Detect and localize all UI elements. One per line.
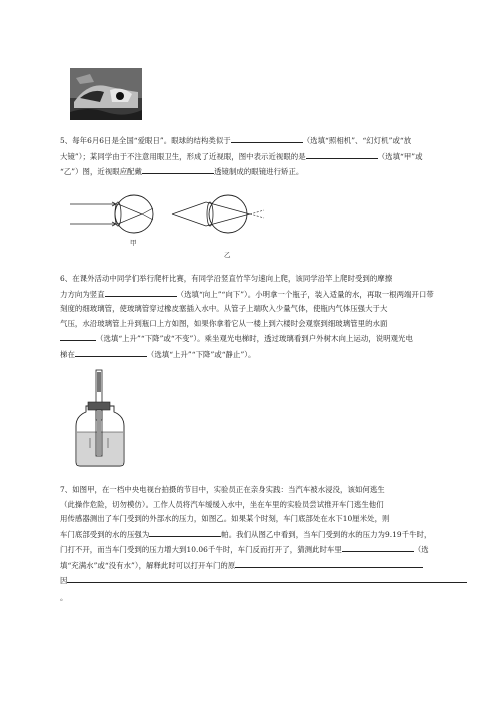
q6-blank-3[interactable]	[75, 347, 147, 357]
q5-text: “乙”）图，近视眼应配戴	[60, 167, 143, 176]
bottle-diagram	[70, 368, 130, 468]
caption-jia: 甲	[130, 239, 137, 247]
q7-text: 7、如图甲，在一档中央电视台拍摄的节目中，实验员正在亲身实践：当汽车被水浸没，该如何逃生	[60, 485, 385, 494]
q5-text: 5、每年6月6日是全国“爱眼日”。眼球的结构类似于	[60, 136, 231, 145]
eye-diagram-yi	[168, 190, 268, 238]
q6-blank-1[interactable]	[105, 287, 177, 297]
q6-text: 6、在课外活动中同学们举行爬杆比赛，有同学沿竖直竹竿匀速向上爬，该同学沿竿上爬时受到的摩擦	[60, 274, 393, 283]
q7-text: 填“充满水”或“没有水”），解释此时可以打开车门的原	[60, 560, 236, 570]
q6-blank-2[interactable]	[60, 331, 96, 341]
question-5	[60, 133, 472, 180]
q7-blank-2[interactable]	[342, 542, 414, 552]
q7-text: 因	[60, 576, 68, 585]
q7-blank-3b[interactable]	[67, 573, 467, 583]
car-water-photo	[70, 68, 142, 120]
caption-yi: 乙	[224, 251, 231, 259]
q5-text: （选填“甲”或	[377, 151, 423, 161]
q5-text: （选填“照相机”、“幻灯机”或“放	[302, 136, 412, 145]
eye-diagram-jia	[68, 190, 178, 238]
q5-text: 大镜”）；某同学由于不注意用眼卫生，形成了近视眼，图中表示近视眼的是	[60, 151, 306, 161]
q7-text: 。	[60, 592, 68, 602]
q6-text: （选填“上升”“下降”或“静止”）。	[146, 349, 256, 359]
q7-blank-1[interactable]	[149, 527, 221, 537]
q7-blank-3a[interactable]	[235, 558, 423, 568]
q5-blank-3[interactable]	[142, 164, 214, 174]
q7-text: （选	[413, 545, 429, 554]
q7-text: 门打不开，而当车门受到的压力增大到10.06千牛时，车门反而打开了，猜测此时车里	[60, 545, 342, 554]
q7-text: 帕。我们从图乙中看到，当车门受到的水的压力为9.19千牛时，	[221, 529, 432, 539]
question-7	[60, 483, 472, 605]
q6-text: 气压，水沿玻璃管上升到瓶口上方如图，如果你拿着它从一楼上到六楼时会观察到细玻璃管里的水面	[60, 318, 388, 328]
q7-text: 用传感器测出了车门受到的外部水的压力，如图乙。如果某个时刻，车门底部处在水下10厘米处，则	[60, 514, 390, 523]
q6-text: 梯在	[60, 349, 75, 359]
q6-text: （选填“上升”“下降”或“不变”）。乘坐观光电梯时，透过玻璃看到户外树木向上运动，说明观光电	[96, 334, 413, 343]
q5-blank-2[interactable]	[306, 149, 378, 159]
q6-text: 刻度的细玻璃管，使玻璃管穿过橡皮塞插入水中。从管子上端吹入少量气体，使瓶内气体压强大于大	[60, 304, 388, 313]
q5-blank-1[interactable]	[231, 133, 303, 143]
q7-text: 车门底部受到的水的压强为	[60, 529, 150, 539]
q7-text: （此操作危险，切勿模仿）。工作人员将汽车缓缓入水中，坐在车里的实验员尝试推开车门逃生他们	[60, 499, 384, 509]
q6-text: 力方向为竖直	[60, 289, 105, 299]
q5-text: 透镜制成的眼镜进行矫正。	[214, 167, 304, 176]
question-6	[60, 272, 472, 362]
q6-text: （选填“向上”“向下”）。小明拿一个瓶子，装入适量的水，再取一根两端开口带	[176, 289, 434, 299]
